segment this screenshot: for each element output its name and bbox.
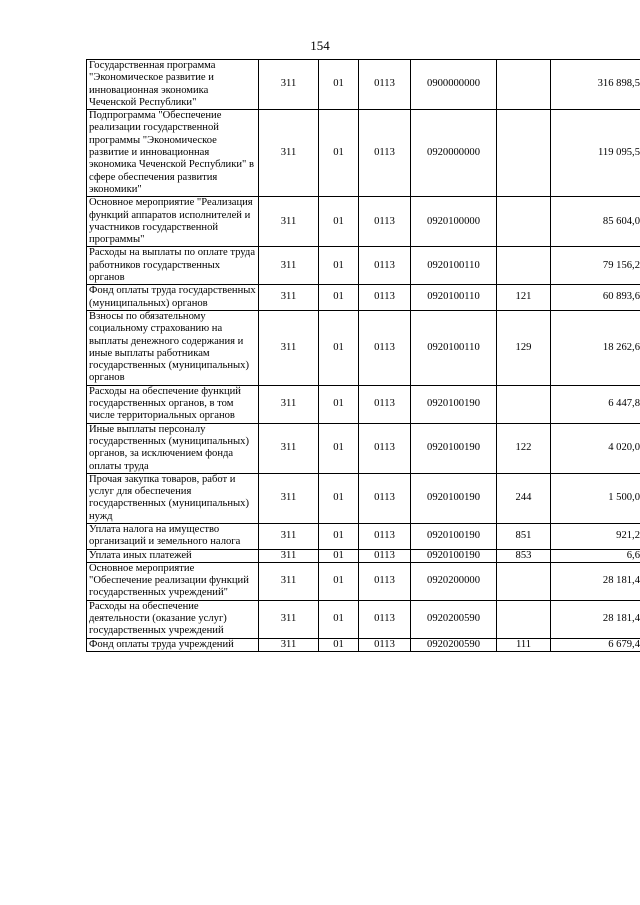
row-name: Основное мероприятие "Обеспечение реализации функций государственных учреждений" [87, 562, 259, 600]
section-code: 01 [319, 423, 359, 473]
table-row [87, 247, 640, 285]
grbs-code: 311 [259, 60, 319, 110]
expense-type-code [497, 600, 551, 638]
target-article-code: 0920000000 [411, 110, 497, 197]
row-name: Основное мероприятие "Реализация функций аппаратов исполнителей и участников государственной программы" [87, 197, 259, 247]
amount: 60 893,6 [551, 285, 640, 311]
grbs-code: 311 [259, 285, 319, 311]
row-name: Расходы на обеспечение функций государственных органов, в том числе территориальных органов [87, 385, 259, 423]
expense-type-code [497, 197, 551, 247]
amount: 28 181,4 [551, 562, 640, 600]
target-article-code: 0920200590 [411, 600, 497, 638]
table-row [87, 549, 640, 562]
section-code: 01 [319, 638, 359, 651]
row-name: Государственная программа "Экономическое развитие и инновационная экономика Чеченской Республики" [87, 60, 259, 110]
expense-type-code [497, 247, 551, 285]
section-code: 01 [319, 473, 359, 523]
expense-type-code: 111 [497, 638, 551, 651]
target-article-code: 0920100000 [411, 197, 497, 247]
grbs-code: 311 [259, 423, 319, 473]
subsection-code: 0113 [359, 197, 411, 247]
grbs-code: 311 [259, 310, 319, 385]
section-code: 01 [319, 385, 359, 423]
table-row [87, 562, 640, 600]
expense-type-code [497, 110, 551, 197]
expense-type-code: 244 [497, 473, 551, 523]
section-code: 01 [319, 523, 359, 549]
subsection-code: 0113 [359, 285, 411, 311]
subsection-code: 0113 [359, 423, 411, 473]
subsection-code: 0113 [359, 310, 411, 385]
budget-table [86, 59, 640, 652]
amount: 79 156,2 [551, 247, 640, 285]
target-article-code: 0900000000 [411, 60, 497, 110]
subsection-code: 0113 [359, 600, 411, 638]
grbs-code: 311 [259, 473, 319, 523]
section-code: 01 [319, 247, 359, 285]
table-row [87, 473, 640, 523]
section-code: 01 [319, 600, 359, 638]
expense-type-code: 853 [497, 549, 551, 562]
table-row [87, 523, 640, 549]
expense-type-code [497, 60, 551, 110]
subsection-code: 0113 [359, 523, 411, 549]
row-name: Фонд оплаты труда учреждений [87, 638, 259, 651]
subsection-code: 0113 [359, 60, 411, 110]
grbs-code: 311 [259, 110, 319, 197]
amount: 85 604,0 [551, 197, 640, 247]
amount: 1 500,0 [551, 473, 640, 523]
amount: 28 181,4 [551, 600, 640, 638]
target-article-code: 0920200590 [411, 638, 497, 651]
subsection-code: 0113 [359, 247, 411, 285]
grbs-code: 311 [259, 197, 319, 247]
expense-type-code: 121 [497, 285, 551, 311]
amount: 921,2 [551, 523, 640, 549]
table-row [87, 60, 640, 110]
table-row [87, 423, 640, 473]
subsection-code: 0113 [359, 110, 411, 197]
amount: 119 095,5 [551, 110, 640, 197]
table-row [87, 197, 640, 247]
subsection-code: 0113 [359, 638, 411, 651]
row-name: Расходы на выплаты по оплате труда работников государственных органов [87, 247, 259, 285]
table-row [87, 600, 640, 638]
grbs-code: 311 [259, 549, 319, 562]
grbs-code: 311 [259, 562, 319, 600]
section-code: 01 [319, 110, 359, 197]
row-name: Взносы по обязательному социальному страхованию на выплаты денежного содержания и иные выплаты работникам государственных (муниципальных) органов [87, 310, 259, 385]
row-name: Уплата налога на имущество организаций и земельного налога [87, 523, 259, 549]
row-name: Подпрограмма "Обеспечение реализации государственной программы "Экономическое развитие и инновационная экономика Чеченской Республики" в сфере обеспечения развития экономики" [87, 110, 259, 197]
table-row [87, 385, 640, 423]
amount: 316 898,5 [551, 60, 640, 110]
target-article-code: 0920100190 [411, 523, 497, 549]
section-code: 01 [319, 549, 359, 562]
table-row [87, 285, 640, 311]
row-name: Уплата иных платежей [87, 549, 259, 562]
table-row [87, 310, 640, 385]
amount: 6,6 [551, 549, 640, 562]
amount: 6 679,4 [551, 638, 640, 651]
amount: 4 020,0 [551, 423, 640, 473]
target-article-code: 0920100190 [411, 385, 497, 423]
row-name: Иные выплаты персоналу государственных (муниципальных) органов, за исключением фонда оплаты труда [87, 423, 259, 473]
section-code: 01 [319, 562, 359, 600]
expense-type-code [497, 562, 551, 600]
target-article-code: 0920100190 [411, 423, 497, 473]
row-name: Фонд оплаты труда государственных (муниципальных) органов [87, 285, 259, 311]
expense-type-code: 129 [497, 310, 551, 385]
row-name: Прочая закупка товаров, работ и услуг для обеспечения государственных (муниципальных) нужд [87, 473, 259, 523]
section-code: 01 [319, 285, 359, 311]
amount: 6 447,8 [551, 385, 640, 423]
target-article-code: 0920200000 [411, 562, 497, 600]
section-code: 01 [319, 310, 359, 385]
subsection-code: 0113 [359, 562, 411, 600]
target-article-code: 0920100110 [411, 310, 497, 385]
target-article-code: 0920100190 [411, 473, 497, 523]
page-number: 154 [310, 38, 330, 53]
subsection-code: 0113 [359, 549, 411, 562]
expense-type-code: 122 [497, 423, 551, 473]
row-name: Расходы на обеспечение деятельности (оказание услуг) государственных учреждений [87, 600, 259, 638]
grbs-code: 311 [259, 638, 319, 651]
table-row [87, 638, 640, 651]
table-row [87, 110, 640, 197]
grbs-code: 311 [259, 523, 319, 549]
subsection-code: 0113 [359, 385, 411, 423]
section-code: 01 [319, 60, 359, 110]
grbs-code: 311 [259, 247, 319, 285]
subsection-code: 0113 [359, 473, 411, 523]
grbs-code: 311 [259, 385, 319, 423]
expense-type-code [497, 385, 551, 423]
grbs-code: 311 [259, 600, 319, 638]
budget-table-body [87, 60, 640, 652]
expense-type-code: 851 [497, 523, 551, 549]
target-article-code: 0920100110 [411, 247, 497, 285]
amount: 18 262,6 [551, 310, 640, 385]
target-article-code: 0920100190 [411, 549, 497, 562]
section-code: 01 [319, 197, 359, 247]
target-article-code: 0920100110 [411, 285, 497, 311]
